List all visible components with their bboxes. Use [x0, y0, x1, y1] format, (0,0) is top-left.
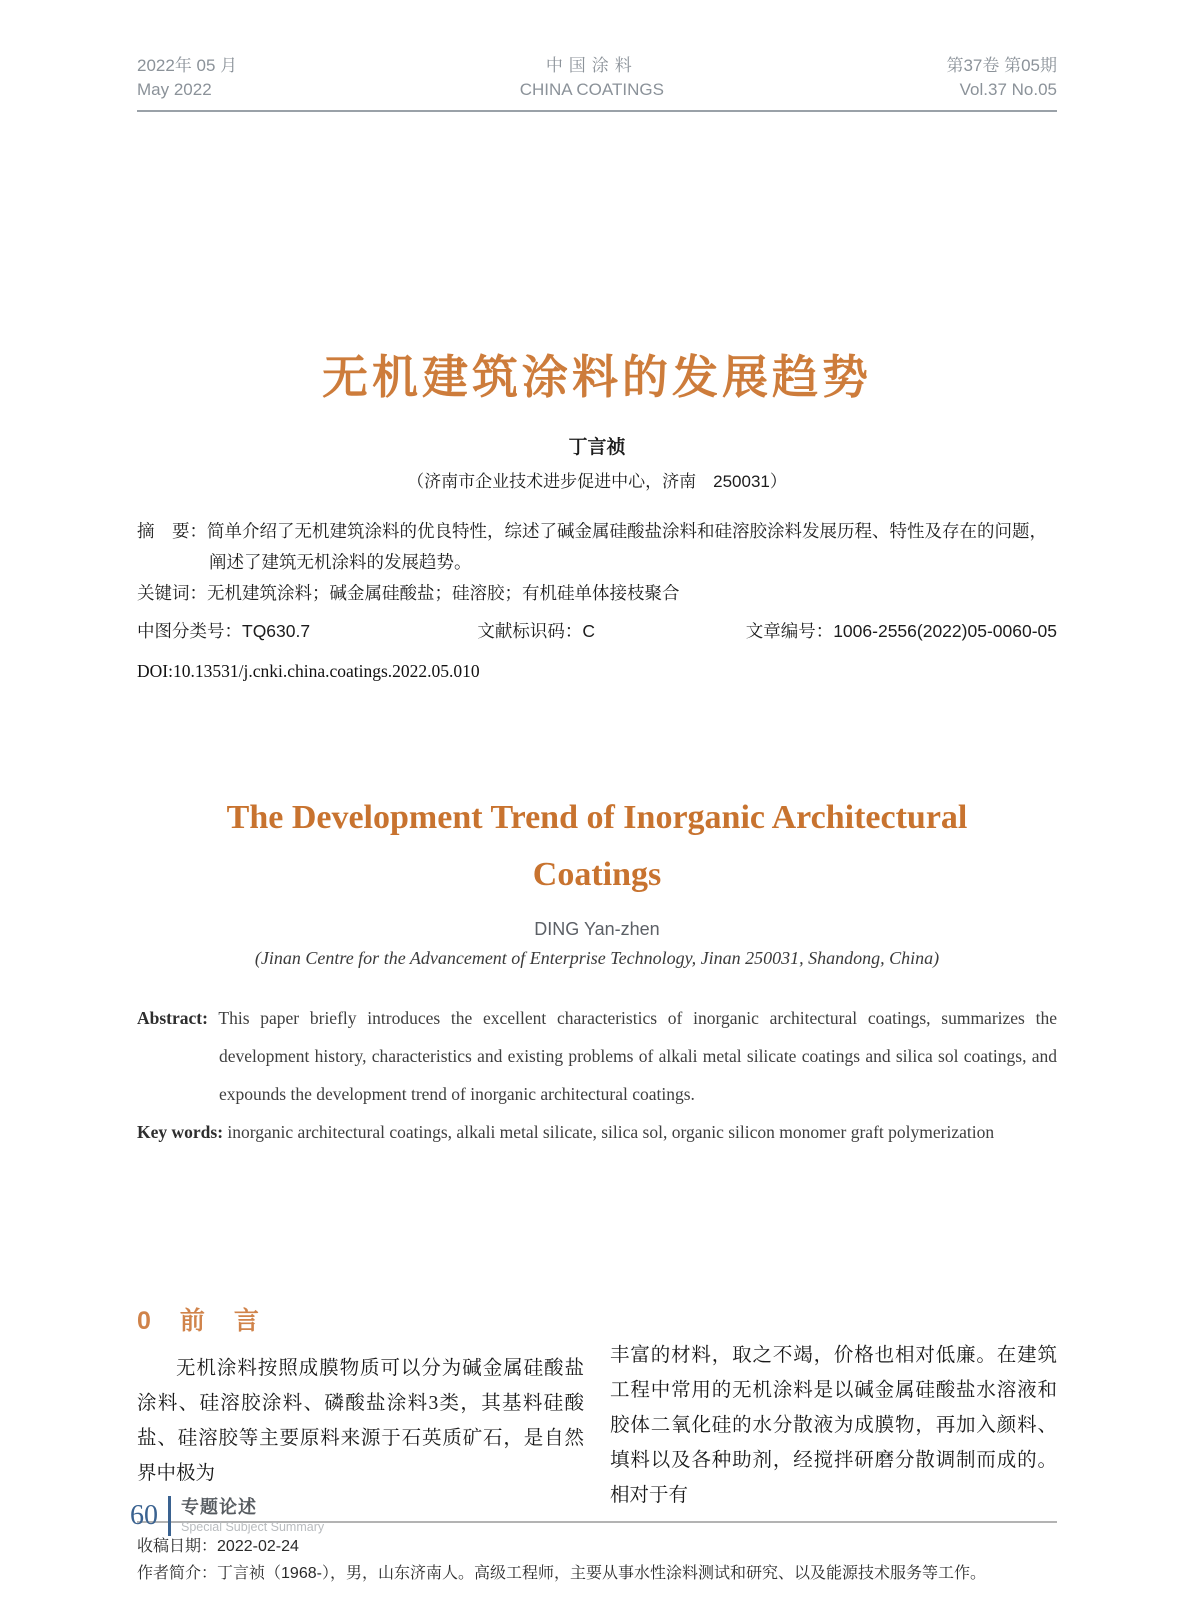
page-number: 60: [130, 1500, 158, 1531]
header-journal: [520, 54, 664, 102]
header-date-cn: 2022年 05 月: [137, 56, 238, 75]
affiliation-en: (Jinan Centre for the Advancement of Enterprise Technology, Jinan 250031, Shandong, China): [254, 948, 940, 968]
column-label-en: Special Subject Summary: [181, 1520, 325, 1534]
doi: DOI:10.13531/j.cnki.china.coatings.2022.05.010: [137, 661, 480, 681]
column-label: [181, 1497, 324, 1535]
author-cn: 丁言祯: [568, 437, 626, 458]
page-footer: [130, 1496, 324, 1536]
body-paragraph-right: 丰富的材料，取之不竭，价格也相对低廉。在建筑工程中常用的无机涂料是以碱金属硅酸盐水溶液和胶体二氧化硅的水分散液为成膜物，再加入颜料、填料以及各种助剂，经搅拌研磨分散调制而成的。相对于有: [610, 1345, 1057, 1506]
header-volume-en: Vol.37 No.05: [959, 80, 1057, 99]
article-title-cn: 无机建筑涂料的发展趋势: [322, 351, 872, 403]
keywords-en-text: inorganic architectural coatings, alkali metal silicate, silica sol, organic silicon monomer graft polymerization: [227, 1122, 995, 1142]
abstract-en-text: This paper briefly introduces the excellent characteristics of inorganic architectural coatings, summarizes the development history, characteristics and existing problems of alkali metal silicate coatings and silica sol coatings, and expounds the development trend of inorganic architectural coatings.: [218, 1008, 1057, 1104]
section-heading-0: 0 前 言: [137, 1307, 261, 1335]
header-volume-cn: 第37卷 第05期: [946, 56, 1057, 75]
english-meta-block: [137, 999, 1057, 1151]
body-column-right: [610, 1301, 1057, 1513]
footer-divider-bar: [168, 1496, 171, 1536]
keywords-en: [137, 1113, 1057, 1151]
running-head: [137, 0, 1057, 112]
article-id: 文章编号：1006-2556(2022)05-0060-05: [745, 621, 1057, 641]
article-title-en: The Development Trend of Inorganic Architectural Coatings: [226, 799, 968, 893]
column-label-cn: 专题论述: [181, 1497, 257, 1517]
abstract-cn-text: 简单介绍了无机建筑涂料的优良特性，综述了碱金属硅酸盐涂料和硅溶胶涂料发展历程、特性及存在的问题，阐述了建筑无机涂料的发展趋势。: [207, 521, 1047, 572]
header-volume: [946, 54, 1057, 102]
abstract-en-label: Abstract:: [137, 1008, 208, 1028]
body-paragraph-left: 无机涂料按照成膜物质可以分为碱金属硅酸盐涂料、硅溶胶涂料、磷酸盐涂料3类，其基料硅酸盐、硅溶胶等主要原料来源于石英质矿石，是自然界中极为: [137, 1358, 584, 1484]
author-bio: 作者简介：丁言祯（1968-），男，山东济南人。高级工程师，主要从事水性涂料测试和研究、以及能源技术服务等工作。: [137, 1565, 986, 1582]
keywords-cn-label: 关键词：: [137, 583, 207, 603]
received-date: 收稿日期：2022-02-24: [137, 1538, 299, 1555]
document-code: 文献标识码：C: [477, 621, 596, 641]
header-journal-en: CHINA COATINGS: [519, 80, 664, 99]
author-en: DING Yan-zhen: [534, 919, 660, 939]
header-date: [137, 54, 237, 102]
header-date-en: May 2022: [137, 80, 212, 99]
keywords-cn: [137, 578, 1057, 609]
body-column-left: [137, 1301, 584, 1513]
keywords-cn-text: 无机建筑涂料；碱金属硅酸盐；硅溶胶；有机硅单体接枝聚合: [207, 583, 680, 603]
abstract-cn: [137, 516, 1057, 578]
body-two-columns: [137, 1301, 1057, 1513]
abstract-cn-label: 摘 要：: [137, 521, 207, 541]
abstract-en: [137, 999, 1057, 1113]
clc-number: 中图分类号：TQ630.7: [137, 621, 311, 641]
affiliation-cn: （济南市企业技术进步促进中心，济南 250031）: [407, 472, 787, 491]
header-journal-cn: 中国涂料: [545, 56, 638, 75]
keywords-en-label: Key words:: [137, 1122, 224, 1142]
classification-row: [137, 616, 1057, 647]
chinese-meta-block: [137, 516, 1057, 687]
